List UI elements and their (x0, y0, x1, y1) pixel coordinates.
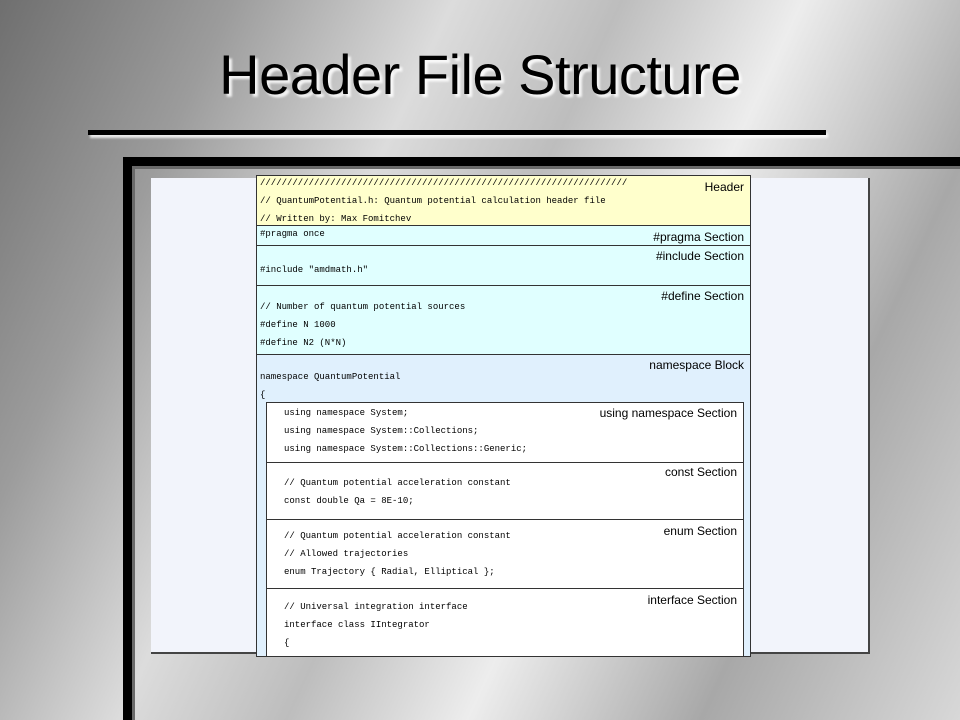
code-line: enum Trajectory { Radial, Elliptical }; (284, 567, 495, 577)
code-line: using namespace System::Collections; (284, 426, 479, 436)
code-line: #define N2 (N*N) (260, 338, 347, 348)
interface-section (267, 589, 743, 657)
section-label: interface Section (647, 593, 737, 607)
code-line: namespace QuantumPotential (260, 372, 401, 382)
code-line: using namespace System::Collections::Generic; (284, 444, 528, 454)
namespace-block (257, 355, 750, 657)
section-label: const Section (664, 465, 737, 479)
using-namespace-section (267, 403, 743, 463)
slide-title: Header File Structure (219, 43, 741, 106)
section-label: namespace Block (649, 358, 744, 372)
header-file-diagram (256, 175, 751, 657)
code-line: using namespace System; (284, 408, 409, 418)
section-label: using namespace Section (599, 406, 737, 420)
enum-section (267, 520, 743, 589)
code-line: //////////////////////////////////////////////////////////////////// (260, 178, 628, 188)
section-label: enum Section (663, 524, 737, 538)
const-section (267, 463, 743, 520)
frame-left-border (123, 157, 132, 720)
code-line: // Number of quantum potential sources (260, 302, 466, 312)
header-section (257, 176, 750, 226)
code-line: { (260, 390, 266, 400)
code-line: { (284, 638, 290, 648)
code-line: // Quantum potential acceleration constant (284, 478, 511, 488)
code-line: // Allowed trajectories (284, 549, 409, 559)
code-line: // QuantumPotential.h: Quantum potential calculation header file (260, 196, 606, 206)
section-label: Header (704, 180, 744, 194)
code-line: interface class IIntegrator (284, 620, 430, 630)
code-line: // Universal integration interface (284, 602, 468, 612)
code-line: // Quantum potential acceleration constant (284, 531, 511, 541)
frame-top-border (123, 157, 960, 166)
code-line: #pragma once (260, 229, 325, 239)
code-line: #define N 1000 (260, 320, 336, 330)
include-section (257, 246, 750, 286)
section-label: #define Section (661, 289, 744, 303)
title-underline (88, 130, 826, 135)
section-label: #include Section (655, 249, 744, 263)
define-section (257, 286, 750, 355)
code-line: const double Qa = 8E-10; (284, 496, 414, 506)
section-label: #pragma Section (653, 230, 744, 244)
namespace-inner-box (266, 402, 744, 657)
code-line: // Written by: Max Fomitchev (260, 214, 412, 224)
code-line: #include "amdmath.h" (260, 265, 369, 275)
pragma-section (257, 226, 750, 246)
